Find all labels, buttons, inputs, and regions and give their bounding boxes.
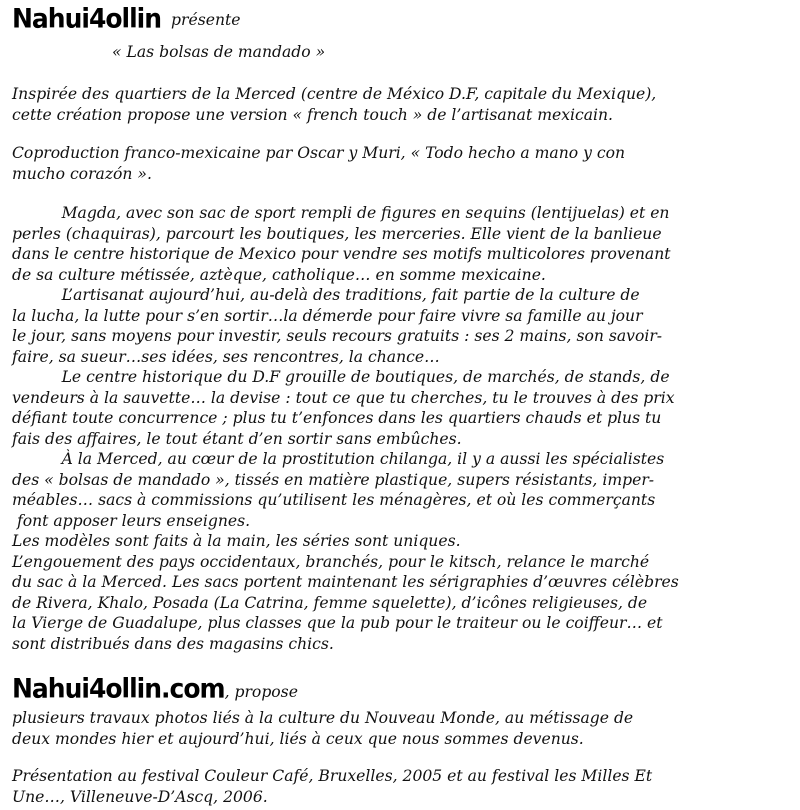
body-line: la Vierge de Guadalupe, plus classes que la pub pour le traiteur ou le coiffeur… et xyxy=(12,614,663,632)
presentation-paragraph xyxy=(12,766,788,807)
body-line: perles (chaquiras), parcourt les boutiques, les merceries. Elle vient de la banlieue xyxy=(12,224,662,243)
footer-paragraph xyxy=(12,708,788,749)
body-line: défiant toute concurrence ; plus tu t’enfonces dans les quartiers chauds et plus tu xyxy=(12,409,662,427)
presentation-line: Une…, Villeneuve-D’Ascq, 2006. xyxy=(12,787,268,806)
body-line: méables… sacs à commissions qu’utilisent les ménagères, et où les commerçants xyxy=(12,491,656,509)
footer-header xyxy=(12,673,298,704)
nahui-ollin-logo: Nahui4ollin xyxy=(12,3,162,34)
body-line: sont distribués dans des magasins chics. xyxy=(12,634,334,653)
body-line: L’engouement des pays occidentaux, branchés, pour le kitsch, relance le marché xyxy=(12,552,650,571)
coproduction-paragraph xyxy=(12,143,788,184)
body-line: des « bolsas de mandado », tissés en matière plastique, supers résistants, imper- xyxy=(12,470,655,489)
body-line: Magda, avec son sac de sport rempli de figures en sequins (lentijuelas) et en xyxy=(12,204,670,222)
intro-line: cette création propose une version « french touch » de l’artisanat mexicain. xyxy=(12,105,614,124)
body-line: le jour, sans moyens pour investir, seuls recours gratuits : ses 2 mains, son savoir- xyxy=(12,327,663,345)
body-line: À la Merced, au cœur de la prostitution chilanga, il y a aussi les spécialistes xyxy=(12,450,665,468)
body-line: Les modèles sont faits à la main, les séries sont uniques. xyxy=(12,532,461,550)
coproduction-line: Coproduction franco-mexicaine par Oscar y Muri, « Todo hecho a mano y con xyxy=(12,144,626,162)
presentation-line: Présentation au festival Couleur Café, Bruxelles, 2005 et au festival les Milles Et xyxy=(12,767,653,785)
presente-text: présente xyxy=(171,11,241,29)
body-line: fais des affaires, le tout étant d’en sortir sans embûches. xyxy=(12,429,462,448)
body-line: dans le centre historique de Mexico pour vendre ses motifs multicolores provenant xyxy=(12,245,671,263)
body-line: de Rivera, Khalo, Posada (La Catrina, femme squelette), d’icônes religieuses, de xyxy=(12,593,648,612)
nahui-ollin-com-logo: Nahui4ollin.com xyxy=(12,673,225,704)
body-line: font apposer leurs enseignes. xyxy=(12,511,251,530)
intro-paragraph xyxy=(12,84,788,125)
body-line: faire, sa sueur…ses idées, ses rencontres, la chance… xyxy=(12,347,440,366)
coproduction-line: mucho corazón ». xyxy=(12,164,152,183)
body-line: de sa culture métissée, aztèque, catholique… en somme mexicaine. xyxy=(12,265,546,284)
body-line: L’artisanat aujourd’hui, au-delà des traditions, fait partie de la culture de xyxy=(12,286,640,304)
document-title: « Las bolsas de mandado » xyxy=(112,43,326,61)
body-line: la lucha, la lutte pour s’en sortir…la démerde pour faire vivre sa famille au jour xyxy=(12,306,643,325)
propose-text: , propose xyxy=(224,683,298,701)
body-line: du sac à la Merced. Les sacs portent maintenant les sérigraphies d’œuvres célèbres xyxy=(12,573,679,591)
body-line: Le centre historique du D.F grouille de boutiques, de marchés, de stands, de xyxy=(12,368,670,386)
header xyxy=(12,3,241,34)
intro-line: Inspirée des quartiers de la Merced (centre de México D.F, capitale du Mexique), xyxy=(12,85,657,103)
footer-line: deux mondes hier et aujourd’hui, liés à ceux que nous sommes devenus. xyxy=(12,729,584,748)
body-line: vendeurs à la sauvette… la devise : tout ce que tu cherches, tu le trouves à des prix xyxy=(12,388,675,407)
footer-line: plusieurs travaux photos liés à la culture du Nouveau Monde, au métissage de xyxy=(12,709,634,727)
body-text xyxy=(12,203,788,654)
